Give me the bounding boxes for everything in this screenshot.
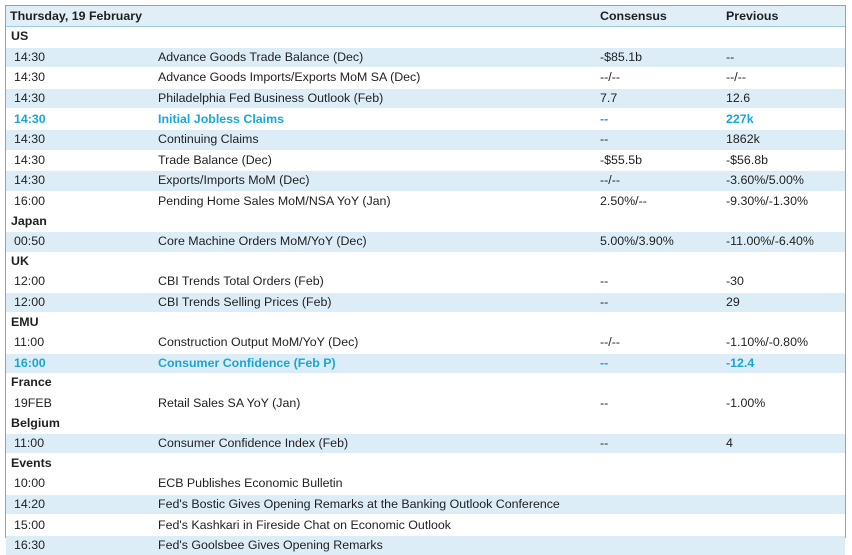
previous-cell bbox=[720, 535, 845, 555]
time-cell: 14:30 bbox=[6, 150, 158, 171]
time-cell: 19FEB bbox=[6, 393, 158, 413]
date-heading: Thursday, 19 February bbox=[6, 6, 594, 27]
previous-cell: --/-- bbox=[720, 68, 845, 89]
table-row bbox=[6, 47, 845, 68]
region-row bbox=[6, 27, 845, 48]
previous-cell: 29 bbox=[720, 292, 845, 312]
region-label: Events bbox=[6, 453, 845, 473]
previous-heading: Previous bbox=[720, 6, 845, 27]
table-row bbox=[6, 332, 845, 353]
consensus-cell: 5.00%/3.90% bbox=[594, 231, 720, 251]
table-row bbox=[6, 292, 845, 312]
previous-cell bbox=[720, 474, 845, 495]
previous-cell: -- bbox=[720, 47, 845, 68]
time-cell: 12:00 bbox=[6, 272, 158, 293]
time-cell: 16:00 bbox=[6, 191, 158, 211]
event-cell: Philadelphia Fed Business Outlook (Feb) bbox=[158, 88, 594, 109]
event-cell: Consumer Confidence Index (Feb) bbox=[158, 433, 594, 453]
consensus-cell bbox=[594, 494, 720, 515]
table-row bbox=[6, 494, 845, 515]
event-cell: Fed's Kashkari in Fireside Chat on Economic Outlook bbox=[158, 515, 594, 536]
consensus-cell: -- bbox=[594, 292, 720, 312]
previous-cell: 1862k bbox=[720, 129, 845, 150]
table-row bbox=[6, 129, 845, 150]
consensus-heading: Consensus bbox=[594, 6, 720, 27]
event-cell: Exports/Imports MoM (Dec) bbox=[158, 171, 594, 192]
previous-cell: -9.30%/-1.30% bbox=[720, 191, 845, 211]
region-row bbox=[6, 211, 845, 231]
event-cell: Consumer Confidence (Feb P) bbox=[158, 353, 594, 373]
time-cell: 14:30 bbox=[6, 129, 158, 150]
region-label: France bbox=[6, 373, 845, 393]
event-cell: Advance Goods Imports/Exports MoM SA (Dec) bbox=[158, 68, 594, 89]
event-cell: CBI Trends Total Orders (Feb) bbox=[158, 272, 594, 293]
region-label: US bbox=[6, 27, 845, 48]
event-cell: ECB Publishes Economic Bulletin bbox=[158, 474, 594, 495]
economic-calendar bbox=[5, 5, 846, 538]
consensus-cell: -$55.5b bbox=[594, 150, 720, 171]
event-cell: Construction Output MoM/YoY (Dec) bbox=[158, 332, 594, 353]
table-row bbox=[6, 393, 845, 413]
consensus-cell bbox=[594, 474, 720, 495]
previous-cell: -12.4 bbox=[720, 353, 845, 373]
table-row bbox=[6, 474, 845, 495]
table-row bbox=[6, 231, 845, 251]
previous-cell: -11.00%/-6.40% bbox=[720, 231, 845, 251]
table-row bbox=[6, 353, 845, 373]
region-row bbox=[6, 373, 845, 393]
calendar-table bbox=[6, 6, 845, 555]
table-row bbox=[6, 191, 845, 211]
event-cell: Fed's Goolsbee Gives Opening Remarks bbox=[158, 535, 594, 555]
consensus-cell: -- bbox=[594, 272, 720, 293]
table-row bbox=[6, 68, 845, 89]
time-cell: 14:30 bbox=[6, 68, 158, 89]
table-header bbox=[6, 6, 845, 27]
consensus-cell: --/-- bbox=[594, 68, 720, 89]
time-cell: 11:00 bbox=[6, 332, 158, 353]
previous-cell: -30 bbox=[720, 272, 845, 293]
consensus-cell: 7.7 bbox=[594, 88, 720, 109]
event-cell: Continuing Claims bbox=[158, 129, 594, 150]
table-row bbox=[6, 171, 845, 192]
consensus-cell: -- bbox=[594, 393, 720, 413]
consensus-cell: -- bbox=[594, 433, 720, 453]
consensus-cell: --/-- bbox=[594, 332, 720, 353]
time-cell: 11:00 bbox=[6, 433, 158, 453]
region-label: Belgium bbox=[6, 413, 845, 433]
consensus-cell: -- bbox=[594, 109, 720, 130]
time-cell: 14:30 bbox=[6, 171, 158, 192]
event-cell: Initial Jobless Claims bbox=[158, 109, 594, 130]
region-label: Japan bbox=[6, 211, 845, 231]
time-cell: 00:50 bbox=[6, 231, 158, 251]
previous-cell bbox=[720, 515, 845, 536]
consensus-cell: -$85.1b bbox=[594, 47, 720, 68]
previous-cell: 4 bbox=[720, 433, 845, 453]
event-cell: Fed's Bostic Gives Opening Remarks at the Banking Outlook Conference bbox=[158, 494, 594, 515]
time-cell: 16:30 bbox=[6, 535, 158, 555]
event-cell: Pending Home Sales MoM/NSA YoY (Jan) bbox=[158, 191, 594, 211]
time-cell: 15:00 bbox=[6, 515, 158, 536]
region-row bbox=[6, 312, 845, 332]
table-row bbox=[6, 515, 845, 536]
event-cell: Core Machine Orders MoM/YoY (Dec) bbox=[158, 231, 594, 251]
consensus-cell: 2.50%/-- bbox=[594, 191, 720, 211]
consensus-cell: --/-- bbox=[594, 171, 720, 192]
time-cell: 14:30 bbox=[6, 88, 158, 109]
previous-cell bbox=[720, 494, 845, 515]
table-row bbox=[6, 109, 845, 130]
calendar-body bbox=[6, 27, 845, 555]
consensus-cell bbox=[594, 535, 720, 555]
region-label: EMU bbox=[6, 312, 845, 332]
event-cell: Trade Balance (Dec) bbox=[158, 150, 594, 171]
previous-cell: -1.00% bbox=[720, 393, 845, 413]
event-cell: Advance Goods Trade Balance (Dec) bbox=[158, 47, 594, 68]
table-row bbox=[6, 535, 845, 555]
time-cell: 10:00 bbox=[6, 474, 158, 495]
table-row bbox=[6, 150, 845, 171]
time-cell: 14:30 bbox=[6, 109, 158, 130]
time-cell: 16:00 bbox=[6, 353, 158, 373]
previous-cell: 12.6 bbox=[720, 88, 845, 109]
event-cell: CBI Trends Selling Prices (Feb) bbox=[158, 292, 594, 312]
region-row bbox=[6, 453, 845, 473]
time-cell: 14:20 bbox=[6, 494, 158, 515]
previous-cell: -3.60%/5.00% bbox=[720, 171, 845, 192]
previous-cell: -$56.8b bbox=[720, 150, 845, 171]
consensus-cell: -- bbox=[594, 129, 720, 150]
event-cell: Retail Sales SA YoY (Jan) bbox=[158, 393, 594, 413]
region-row bbox=[6, 252, 845, 272]
region-label: UK bbox=[6, 252, 845, 272]
table-row bbox=[6, 433, 845, 453]
time-cell: 12:00 bbox=[6, 292, 158, 312]
consensus-cell: -- bbox=[594, 353, 720, 373]
region-row bbox=[6, 413, 845, 433]
previous-cell: 227k bbox=[720, 109, 845, 130]
consensus-cell bbox=[594, 515, 720, 536]
time-cell: 14:30 bbox=[6, 47, 158, 68]
table-row bbox=[6, 272, 845, 293]
table-row bbox=[6, 88, 845, 109]
previous-cell: -1.10%/-0.80% bbox=[720, 332, 845, 353]
